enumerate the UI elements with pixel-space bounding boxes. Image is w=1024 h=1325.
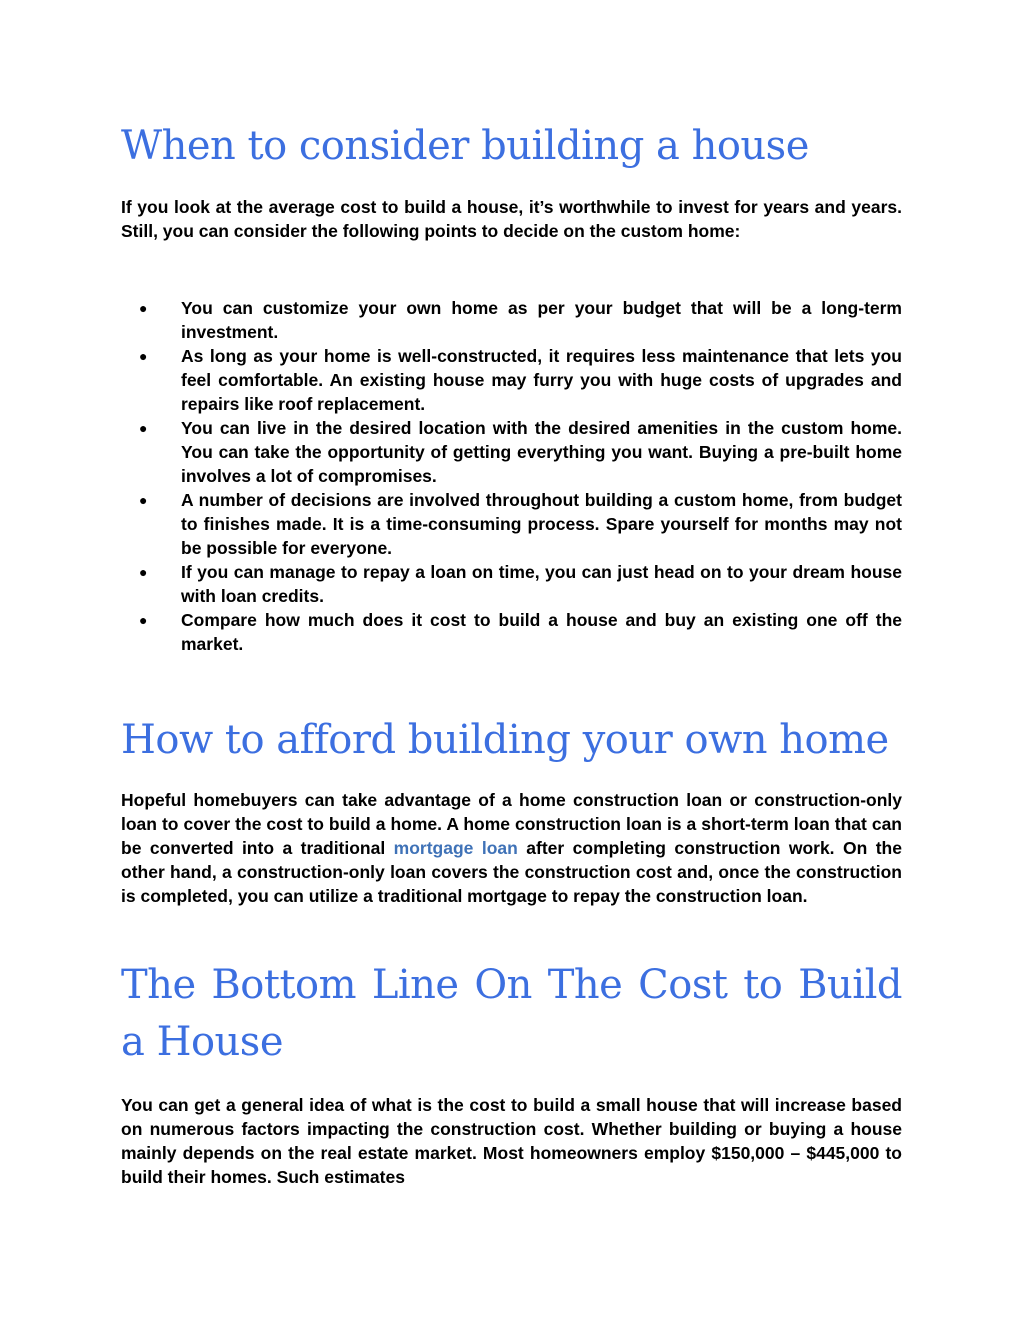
paragraph-when-intro: If you look at the average cost to build a house, it’s worthwhile to invest for years and years. Still, you can consider the following points to decide on the custom home: xyxy=(121,197,902,241)
list-item xyxy=(121,560,902,608)
bullet-icon: ● xyxy=(139,564,148,580)
list-item xyxy=(121,344,902,416)
bullet-icon: ● xyxy=(139,492,148,508)
list-item xyxy=(121,608,902,656)
section-when-intro-wrap xyxy=(121,195,902,243)
bullet-icon: ● xyxy=(139,300,148,316)
list-item-text: If you can manage to repay a loan on time, you can just head on to your dream house with loan credits. xyxy=(181,562,902,606)
heading-how-to-afford: How to afford building your own home xyxy=(121,717,889,763)
list-item-text: As long as your home is well-constructed, it requires less maintenance that lets you feel comfortable. An existing house may furry you with huge costs of upgrades and repairs like roof replacement. xyxy=(181,346,902,414)
bullet-icon: ● xyxy=(139,348,148,364)
afford-text-before-link: Hopeful homebuyers can take advantage of a home construction loan or construction-only loan to cover the cost to build a home. A home construction loan is a short-term loan that can be converted into a traditional xyxy=(121,790,902,858)
paragraph-afford xyxy=(121,788,902,908)
bullet-icon: ● xyxy=(139,612,148,628)
section-afford-heading-wrap xyxy=(121,712,902,768)
list-item-text: Compare how much does it cost to build a house and buy an existing one off the market. xyxy=(181,610,902,654)
section-afford-paragraph-wrap xyxy=(121,788,902,908)
afford-text-after-link: after completing construction work. On the other hand, a construction-only loan covers the construction cost and, once the construction is completed, you can utilize a traditional mortgage to repay the construction loan. xyxy=(121,838,902,906)
list-item xyxy=(121,296,902,344)
heading-bottom-line: The Bottom Line On The Cost to Build a House xyxy=(121,962,902,1065)
list-item-text: A number of decisions are involved throughout building a custom home, from budget to finishes made. It is a time-consuming process. Spare yourself for months may not be possible for everyone. xyxy=(181,490,902,558)
bullet-list xyxy=(121,296,902,656)
section-bottom-heading-wrap xyxy=(121,957,902,1071)
section-when-heading-wrap xyxy=(121,118,902,174)
paragraph-bottom-line: You can get a general idea of what is the cost to build a small house that will increase based on numerous factors impacting the construction cost. Whether building or buying a house mainly depends on the real estate market. Most homeowners employ $150,000 – $445,000 to build their homes. Such estimates xyxy=(121,1095,902,1187)
list-item xyxy=(121,488,902,560)
list-item-text: You can live in the desired location with the desired amenities in the custom home. You can take the opportunity of getting everything you want. Buying a pre-built home involves a lot of compromises. xyxy=(181,418,902,486)
bullet-list-wrap xyxy=(121,296,902,656)
mortgage-loan-link[interactable]: mortgage loan xyxy=(393,838,518,858)
heading-when-to-consider: When to consider building a house xyxy=(121,123,809,169)
section-bottom-paragraph-wrap xyxy=(121,1093,902,1189)
bullet-icon: ● xyxy=(139,420,148,436)
list-item-text: You can customize your own home as per your budget that will be a long-term investment. xyxy=(181,298,902,342)
list-item xyxy=(121,416,902,488)
